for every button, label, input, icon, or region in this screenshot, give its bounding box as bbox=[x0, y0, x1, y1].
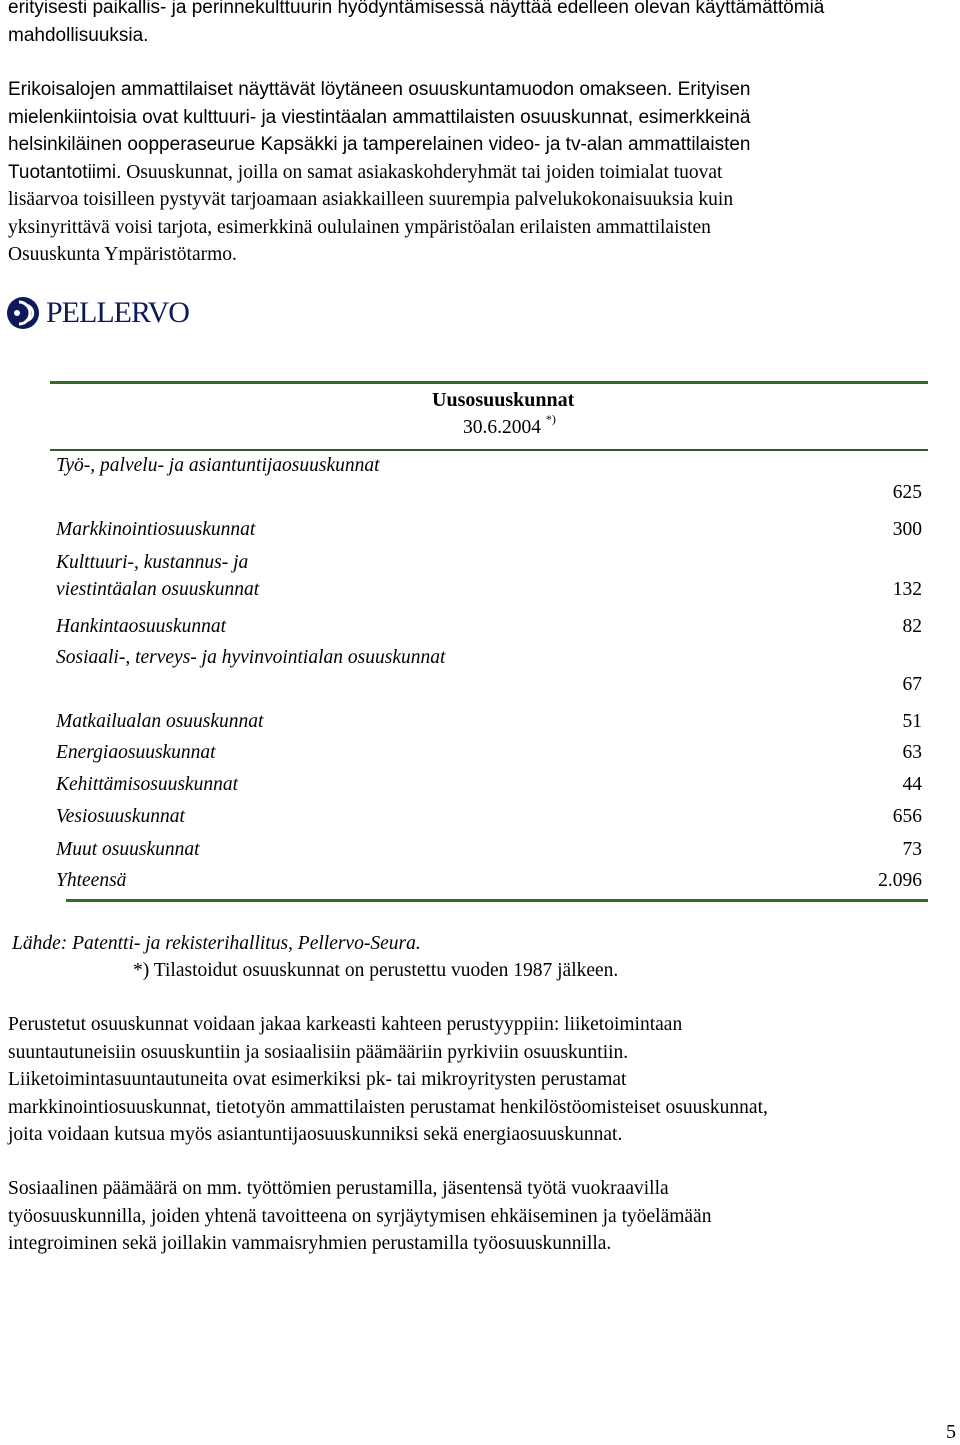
paragraph-line: työosuuskunnilla, joiden yhtenä tavoitteena on syrjäytymisen ehkäiseminen ja työelämään bbox=[8, 1205, 712, 1227]
paragraph-line: lisäarvoa toisilleen pystyvät tarjoamaan asiakkailleen suurempia palvelukokonaisuuksia kuin bbox=[8, 189, 734, 210]
table-top-rule bbox=[50, 381, 928, 384]
table-row-label: Matkailualan osuuskunnat bbox=[56, 711, 264, 732]
types-paragraph bbox=[8, 1011, 948, 1149]
table-row-label: Kehittämisosuuskunnat bbox=[56, 774, 239, 795]
cooperatives-paragraph bbox=[8, 76, 948, 269]
paragraph-line: Sosiaalinen päämäärä on mm. työttömien perustamilla, jäsentensä työtä vuokraavilla bbox=[8, 1178, 669, 1199]
paragraph-line: Perustetut osuuskunnat voidaan jakaa karkeasti kahteen perustyyppiin: liiketoimintaan bbox=[8, 1014, 683, 1035]
paragraph-line: Liiketoimintasuuntautuneita ovat esimerkiksi pk- tai mikroyritysten perustamat bbox=[8, 1069, 627, 1090]
table-row-value: 656 bbox=[892, 806, 922, 827]
paragraph-line: mielenkiintoisia ovat kulttuuri- ja viestintäalan ammattilaisten osuuskunnat, esimerkkeinä bbox=[8, 106, 751, 128]
table-row-value: 44 bbox=[902, 774, 922, 795]
paragraph-line: suuntautuneisiin osuuskuntiin ja sosiaalisiin päämääriin pyrkiviin osuuskuntiin. bbox=[8, 1041, 629, 1063]
table-row-label: Energiaosuuskunnat bbox=[56, 742, 216, 763]
intro-paragraph bbox=[8, 0, 948, 49]
paragraph-line: Osuuskunnat, joilla on samat asiakaskohderyhmät tai joiden toimialat tuovat bbox=[121, 161, 723, 183]
intro-line: erityisesti paikallis- ja perinnekulttuurin hyödyntämisessä näyttää edelleen olevan käyttämättömiä bbox=[8, 0, 825, 18]
table-row-value: 82 bbox=[902, 616, 922, 637]
pellervo-logo-text: PELLERVO bbox=[46, 296, 189, 329]
table-total-value: 2.096 bbox=[878, 870, 922, 891]
table-column-header: Uusosuuskunnat bbox=[432, 389, 575, 411]
table-row-value: 625 bbox=[892, 482, 922, 503]
table-row-value: 73 bbox=[902, 839, 922, 860]
table-row-label: Vesiosuuskunnat bbox=[56, 806, 185, 827]
table-row-value: 132 bbox=[892, 579, 922, 600]
paragraph-line: helsinkiläinen oopperaseurue Kapsäkki ja tamperelainen video- ja tv-alan ammattilaisten bbox=[8, 134, 751, 155]
paragraph-line: yksinyrittävä voisi tarjota, esimerkkinä oululainen ympäristöalan erilaisten ammattilaisten bbox=[8, 216, 711, 238]
pellervo-logo bbox=[6, 294, 189, 334]
page-number: 5 bbox=[946, 1421, 956, 1443]
table-header-rule bbox=[50, 449, 928, 451]
table-total-label: Yhteensä bbox=[56, 870, 127, 891]
pellervo-logo-mark-icon bbox=[6, 296, 40, 330]
source-note: Lähde: Patentti- ja rekisterihallitus, Pellervo-Seura. bbox=[12, 933, 421, 954]
paragraph-line: markkinointiosuuskunnat, tietotyön ammattilaisten perustamat henkilöstöomisteiset osuuskunnat, bbox=[8, 1096, 768, 1118]
table-row-label: Muut osuuskunnat bbox=[56, 839, 200, 860]
table-row-label: Sosiaali-, terveys- ja hyvinvointialan osuuskunnat bbox=[56, 647, 446, 668]
table-row-label: Työ-, palvelu- ja asiantuntijaosuuskunnat bbox=[56, 455, 380, 476]
paragraph-line: Osuuskunta Ympäristötarmo. bbox=[8, 244, 237, 265]
table-row-value: 51 bbox=[902, 711, 922, 732]
table-row-label: Markkinointiosuuskunnat bbox=[56, 519, 256, 540]
table-row-value: 300 bbox=[892, 519, 922, 540]
table-row-value: 67 bbox=[902, 674, 922, 695]
table-bottom-rule bbox=[66, 899, 928, 902]
table-row-label: Kulttuuri-, kustannus- ja bbox=[56, 552, 249, 573]
paragraph-line: integroiminen sekä joillakin vammaisryhmien perustamilla työosuuskunnilla. bbox=[8, 1233, 612, 1254]
paragraph-line: Erikoisalojen ammattilaiset näyttävät löytäneen osuuskuntamuodon omakseen. Erityisen bbox=[8, 79, 751, 100]
table-row-label: viestintäalan osuuskunnat bbox=[56, 579, 260, 600]
table-header-date: 30.6.2004 *) bbox=[463, 411, 556, 438]
paragraph-line: Tuotantotiimi. bbox=[8, 161, 122, 183]
paragraph-line: joita voidaan kutsua myös asiantuntijaosuuskunniksi sekä energiaosuuskunnat. bbox=[8, 1124, 623, 1145]
table-row-value: 63 bbox=[902, 742, 922, 763]
social-paragraph bbox=[8, 1175, 948, 1258]
intro-line: mahdollisuuksia. bbox=[8, 24, 149, 46]
table-row-label: Hankintaosuuskunnat bbox=[56, 616, 227, 637]
footnote-marker: *) bbox=[545, 411, 556, 426]
footnote: *) Tilastoidut osuuskunnat on perustettu vuoden 1987 jälkeen. bbox=[133, 960, 619, 981]
